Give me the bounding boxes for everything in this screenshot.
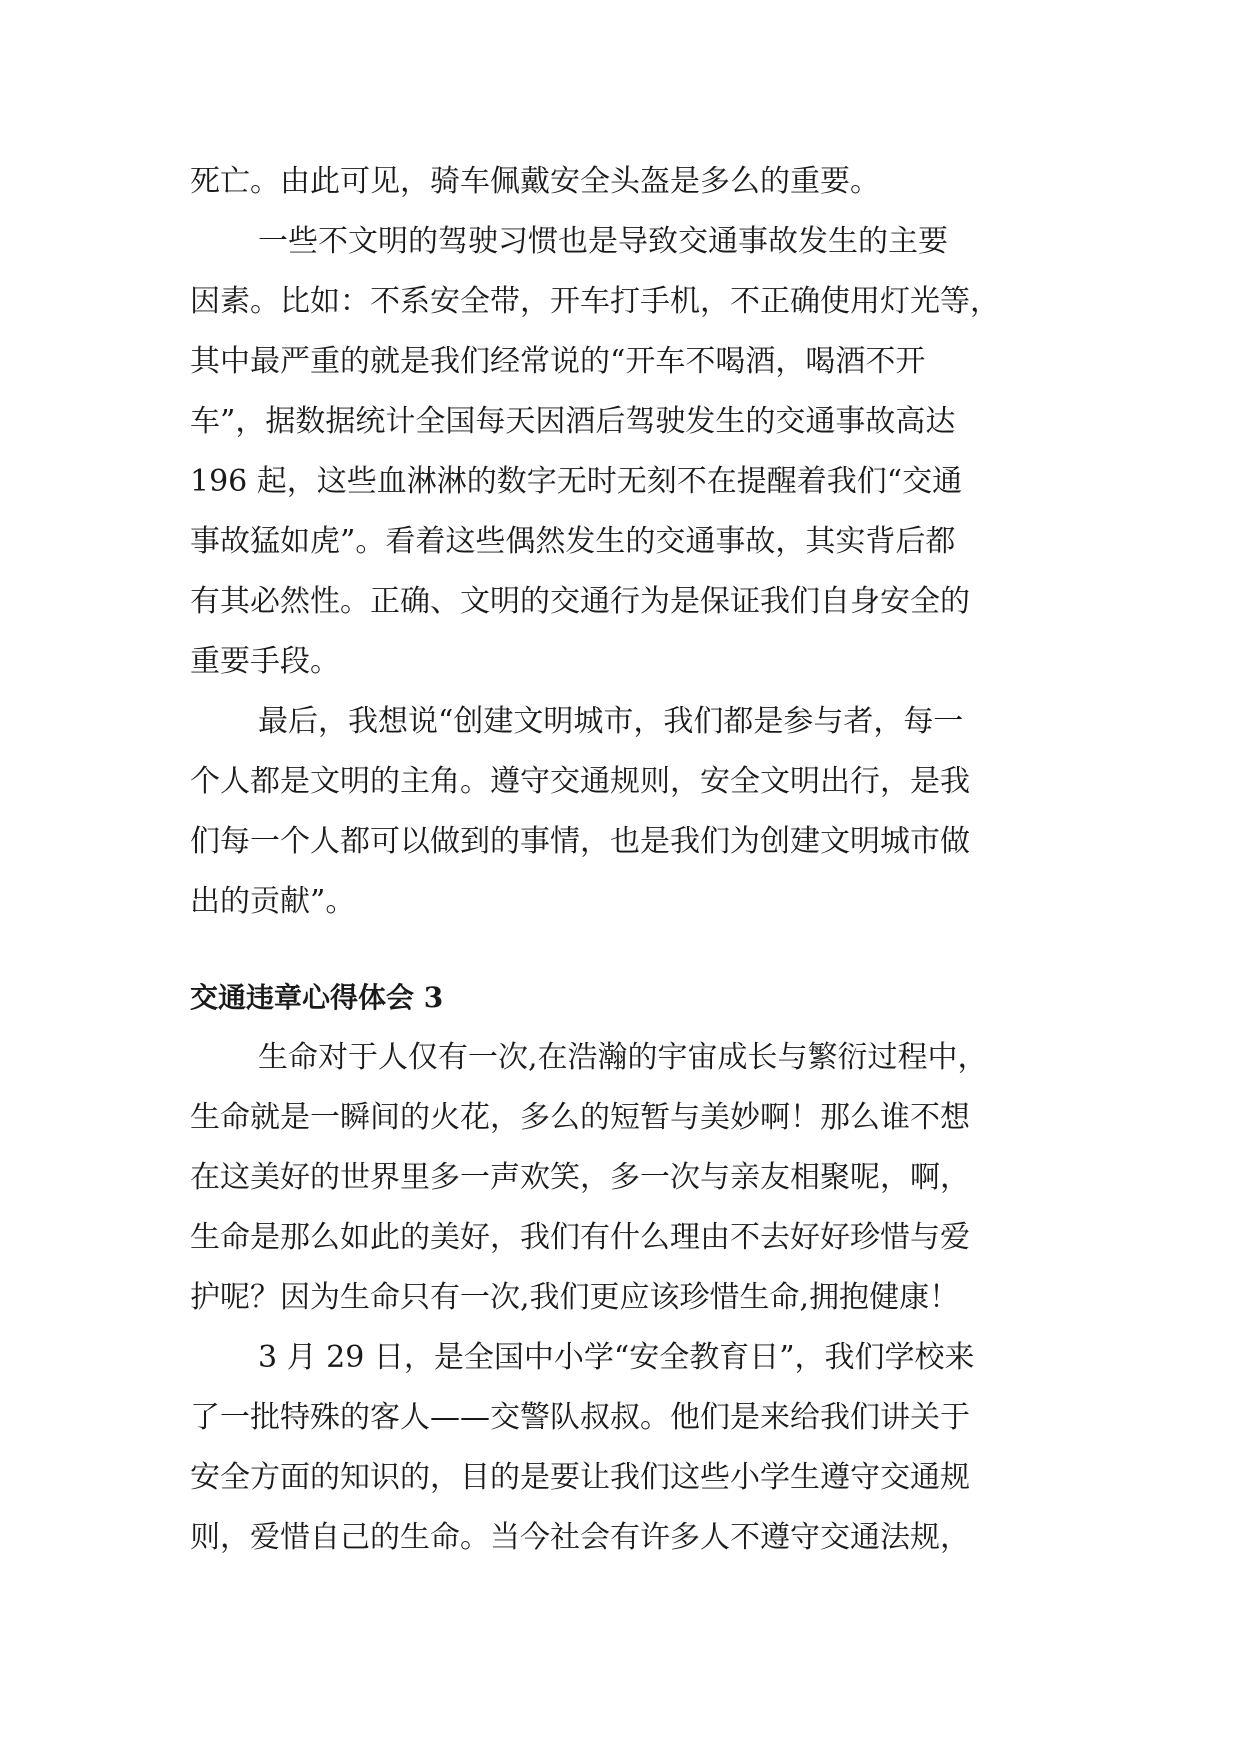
paragraph-line: 了一批特殊的客人——交警队叔叔。他们是来给我们讲关于 [190, 1400, 970, 1435]
paragraph-line: 护呢？因为生命只有一次,我们更应该珍惜生命,拥抱健康！ [190, 1280, 960, 1315]
paragraph-first-line: 生命对于人仅有一次,在浩瀚的宇宙成长与繁衍过程中， [258, 1040, 988, 1075]
paragraph-line: 因素。比如：不系安全带，开车打手机，不正确使用灯光等， [190, 284, 1000, 319]
section-heading: 交通违章心得体会 3 [190, 981, 444, 1014]
paragraph-first-line: 一些不文明的驾驶习惯也是导致交通事故发生的主要 [258, 224, 948, 259]
paragraph-line: 安全方面的知识的，目的是要让我们这些小学生遵守交通规 [190, 1460, 970, 1495]
paragraph-line: 在这美好的世界里多一声欢笑，多一次与亲友相聚呢，啊， [190, 1160, 970, 1195]
paragraph-line: 生命是那么如此的美好，我们有什么理由不去好好珍惜与爱 [190, 1220, 970, 1255]
paragraph-first-line: 3 月 29 日，是全国中小学“安全教育日”，我们学校来 [258, 1340, 975, 1375]
paragraph-line: 生命就是一瞬间的火花，多么的短暂与美妙啊！那么谁不想 [190, 1100, 970, 1135]
paragraph-line: 死亡。由此可见，骑车佩戴安全头盔是多么的重要。 [190, 164, 880, 199]
paragraph-line: 196 起，这些血淋淋的数字无时无刻不在提醒着我们“交通 [190, 464, 963, 499]
paragraph-line: 个人都是文明的主角。遵守交通规则，安全文明出行，是我 [190, 764, 970, 799]
paragraph-first-line: 最后，我想说“创建文明城市，我们都是参与者，每一 [258, 704, 964, 739]
paragraph-line: 事故猛如虎”。看着这些偶然发生的交通事故，其实背后都 [190, 524, 956, 559]
paragraph-line: 车”，据数据统计全国每天因酒后驾驶发生的交通事故高达 [190, 404, 956, 439]
paragraph-line: 其中最严重的就是我们经常说的“开车不喝酒，喝酒不开 [190, 344, 926, 379]
paragraph-line: 们每一个人都可以做到的事情，也是我们为创建文明城市做 [190, 824, 970, 859]
paragraph-line: 则，爱惜自己的生命。当今社会有许多人不遵守交通法规， [190, 1520, 970, 1555]
paragraph-line: 出的贡献”。 [190, 884, 356, 919]
paragraph-line: 有其必然性。正确、文明的交通行为是保证我们自身安全的 [190, 584, 970, 619]
paragraph-line: 重要手段。 [190, 644, 340, 679]
